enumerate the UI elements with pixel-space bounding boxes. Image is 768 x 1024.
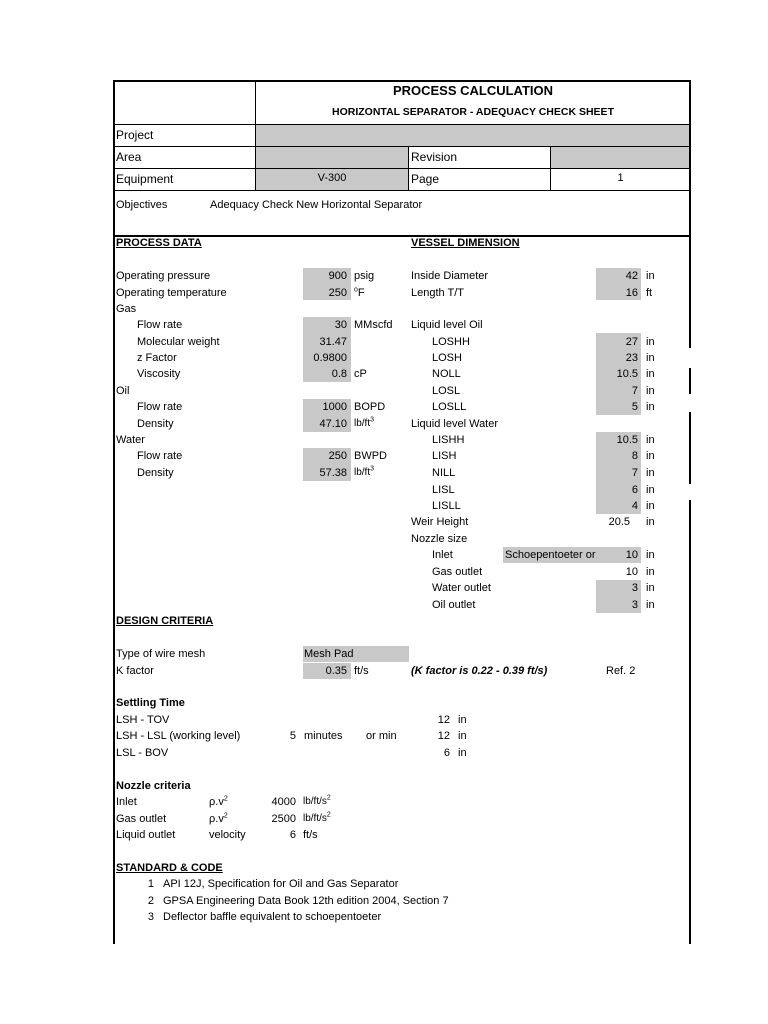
- border-right-mid2: [689, 412, 691, 484]
- level-unit: in: [646, 500, 655, 512]
- lsh-lsl-label: LSH - LSL (working level): [116, 730, 241, 742]
- gas-flow-unit: MMscfd: [354, 319, 393, 331]
- border-top: [113, 80, 690, 82]
- lsh-tov-label: LSH - TOV: [116, 714, 170, 726]
- design-criteria-heading: DESIGN CRITERIA: [116, 615, 214, 627]
- noz-liquid-param: velocity: [209, 829, 246, 841]
- op-temp-value[interactable]: 250: [328, 287, 347, 299]
- water-density-value[interactable]: 57.38: [319, 467, 347, 479]
- mesh-label: Type of wire mesh: [116, 648, 206, 660]
- noz-gas-unit: $lb/ft/s^2$: [303, 811, 331, 824]
- nozzle-size-label: Nozzle size: [411, 533, 468, 545]
- standard-num: 2: [147, 895, 154, 907]
- noz-liquid-unit: ft/s: [303, 829, 318, 841]
- row-line-4: [113, 190, 690, 191]
- level-value[interactable]: 10.5: [616, 434, 638, 446]
- oil-flow-unit: BOPD: [354, 401, 386, 413]
- settling-heading: Settling Time: [116, 697, 185, 709]
- lsh-lsl-value: 12: [437, 730, 450, 742]
- noz-gas-label: Gas outlet: [116, 813, 167, 825]
- level-value[interactable]: 7: [631, 385, 638, 397]
- gas-outlet-value[interactable]: 10: [625, 566, 638, 578]
- lsh-tov-unit: in: [458, 714, 467, 726]
- oil-outlet-label: Oil outlet: [432, 599, 476, 611]
- k-factor-unit: ft/s: [354, 665, 369, 677]
- water-density-label: Density: [137, 467, 174, 479]
- doc-subtitle: HORIZONTAL SEPARATOR - ADEQUACY CHECK SHEET: [332, 106, 614, 118]
- level-label: LISL: [432, 484, 455, 496]
- level-value[interactable]: 6: [631, 484, 638, 496]
- level-label: LOSH: [432, 352, 462, 364]
- revision-label: Revision: [411, 150, 458, 164]
- water-flow-unit: BWPD: [354, 450, 387, 462]
- length-unit: ft: [646, 287, 653, 299]
- objectives-value: Adequacy Check New Horizontal Separator: [210, 199, 423, 211]
- length-label: Length T/T: [411, 287, 464, 299]
- lsl-bov-label: LSL - BOV: [116, 747, 169, 759]
- noz-inlet-unit: $lb/ft/s^2$: [303, 794, 331, 807]
- weir-unit: in: [646, 516, 655, 528]
- page-label: Page: [411, 172, 440, 186]
- length-value[interactable]: 16: [625, 287, 638, 299]
- lsh-lsl-or: or min: [366, 730, 397, 742]
- level-value[interactable]: 27: [625, 336, 638, 348]
- op-pressure-unit: psig: [354, 270, 375, 282]
- noz-inlet-label: Inlet: [116, 796, 137, 808]
- level-label: NILL: [432, 467, 456, 479]
- op-pressure-label: Operating pressure: [116, 270, 211, 282]
- inlet-label: Inlet: [432, 549, 453, 561]
- doc-title: PROCESS CALCULATION: [392, 83, 554, 98]
- gas-mw-value[interactable]: 31.47: [319, 336, 347, 348]
- weir-value: 20.5: [608, 516, 630, 528]
- lsh-lsl-unit: in: [458, 730, 467, 742]
- nozzle-criteria-heading: Nozzle criteria: [116, 780, 191, 792]
- water-flow-label: Flow rate: [137, 450, 183, 462]
- level-label: NOLL: [432, 368, 461, 380]
- water-label: Water: [116, 434, 145, 446]
- level-value[interactable]: 10.5: [616, 368, 638, 380]
- op-temp-label: Operating temperature: [116, 287, 227, 299]
- gas-z-label: z Factor: [137, 352, 177, 364]
- k-factor-label: K factor: [116, 665, 154, 677]
- k-factor-ref: Ref. 2: [606, 665, 636, 677]
- inside-diameter-value[interactable]: 42: [625, 270, 638, 282]
- level-unit: in: [646, 401, 655, 413]
- area-value-cell[interactable]: [256, 147, 408, 168]
- inside-diameter-label: Inside Diameter: [411, 270, 489, 282]
- level-unit: in: [646, 467, 655, 479]
- oil-outlet-unit: in: [646, 599, 655, 611]
- page-value: 1: [617, 172, 624, 184]
- level-label: LOSHH: [432, 336, 470, 348]
- gas-flow-label: Flow rate: [137, 319, 183, 331]
- oil-outlet-value[interactable]: 3: [631, 599, 638, 611]
- border-right-lower: [689, 500, 691, 944]
- noz-gas-value: 2500: [271, 813, 296, 825]
- gas-outlet-label: Gas outlet: [432, 566, 483, 578]
- inlet-value[interactable]: 10: [625, 549, 638, 561]
- inlet-unit: in: [646, 549, 655, 561]
- row-line-1: [113, 124, 690, 125]
- water-outlet-label: Water outlet: [432, 582, 491, 594]
- gas-viscosity-label: Viscosity: [137, 368, 181, 380]
- level-unit: in: [646, 368, 655, 380]
- op-pressure-value[interactable]: 900: [328, 270, 347, 282]
- level-unit: in: [646, 434, 655, 446]
- row-line-2: [113, 146, 690, 147]
- lsl-bov-unit: in: [458, 747, 467, 759]
- oil-flow-label: Flow rate: [137, 401, 183, 413]
- equipment-label: Equipment: [116, 172, 174, 186]
- level-value[interactable]: 5: [631, 401, 638, 413]
- gas-outlet-unit: in: [646, 566, 655, 578]
- lsh-tov-value: 12: [437, 714, 450, 726]
- standard-text: GPSA Engineering Data Book 12th edition 2004, Section 7: [163, 895, 449, 907]
- inside-diameter-unit: in: [646, 270, 655, 282]
- lsh-lsl-minutes: 5: [289, 730, 296, 742]
- level-label: LISLL: [432, 500, 461, 512]
- level-value[interactable]: 23: [625, 352, 638, 364]
- noz-liquid-label: Liquid outlet: [116, 829, 176, 841]
- vessel-heading: VESSEL DIMENSION: [411, 237, 520, 249]
- op-temp-unit: $^o$F: [354, 286, 365, 299]
- gas-z-value[interactable]: 0.9800: [313, 352, 347, 364]
- standard-num: 1: [147, 878, 154, 890]
- standards-heading: STANDARD & CODE: [116, 862, 223, 874]
- gas-mw-label: Molecular weight: [137, 336, 220, 348]
- water-level-label: Liquid level Water: [411, 418, 499, 430]
- oil-level-label: Liquid level Oil: [411, 319, 483, 331]
- k-factor-value[interactable]: 0.35: [325, 665, 347, 677]
- col-line-revision: [408, 146, 409, 191]
- revision-value-cell[interactable]: [551, 147, 690, 168]
- gas-viscosity-value[interactable]: 0.8: [331, 368, 347, 380]
- weir-label: Weir Height: [411, 516, 469, 528]
- level-unit: in: [646, 385, 655, 397]
- oil-density-label: Density: [137, 418, 174, 430]
- border-left: [113, 80, 115, 944]
- area-label: Area: [116, 150, 142, 164]
- row-line-3: [113, 168, 690, 169]
- oil-label: Oil: [116, 385, 130, 397]
- level-value[interactable]: 8: [631, 450, 638, 462]
- process-data-heading: PROCESS DATA: [116, 237, 202, 249]
- standard-text: Deflector baffle equivalent to schoepentoeter: [163, 911, 382, 923]
- water-density-unit: $lb/ft^3$: [354, 465, 375, 478]
- level-label: LISHH: [432, 434, 465, 446]
- noz-gas-param: $\rho.v^2$: [209, 812, 228, 825]
- level-unit: in: [646, 352, 655, 364]
- noz-liquid-value: 6: [289, 829, 296, 841]
- level-label: LISH: [432, 450, 457, 462]
- oil-density-value[interactable]: 47.10: [319, 418, 347, 430]
- gas-label: Gas: [116, 303, 137, 315]
- water-outlet-unit: in: [646, 582, 655, 594]
- noz-inlet-param: $\rho.v^2$: [209, 795, 228, 808]
- equipment-value: V-300: [317, 172, 347, 184]
- border-right-mid: [689, 368, 691, 394]
- level-value[interactable]: 7: [631, 467, 638, 479]
- inlet-device: Schoepentoeter or: [505, 549, 596, 561]
- noz-inlet-value: 4000: [271, 796, 296, 808]
- level-unit: in: [646, 336, 655, 348]
- water-flow-value[interactable]: 250: [328, 450, 347, 462]
- level-label: LOSL: [432, 385, 461, 397]
- level-value[interactable]: 4: [631, 500, 638, 512]
- k-factor-note: (K factor is 0.22 - 0.39 ft/s): [411, 665, 548, 677]
- border-right-upper: [689, 80, 691, 348]
- project-label: Project: [116, 128, 154, 142]
- level-label: LOSLL: [432, 401, 467, 413]
- gas-flow-value[interactable]: 30: [334, 319, 347, 331]
- project-value-cell[interactable]: [256, 125, 690, 146]
- oil-density-unit: $lb/ft^3$: [354, 416, 375, 429]
- oil-flow-value[interactable]: 1000: [322, 401, 347, 413]
- gas-viscosity-unit: cP: [354, 368, 367, 380]
- lsl-bov-value: 6: [443, 747, 450, 759]
- level-unit: in: [646, 484, 655, 496]
- mesh-value[interactable]: Mesh Pad: [304, 648, 354, 660]
- lsh-lsl-minutes-unit: minutes: [304, 730, 343, 742]
- level-unit: in: [646, 450, 655, 462]
- objectives-label: Objectives: [116, 199, 168, 211]
- standard-num: 3: [147, 911, 154, 923]
- water-outlet-value[interactable]: 3: [631, 582, 638, 594]
- standard-text: API 12J, Specification for Oil and Gas Separator: [163, 878, 399, 890]
- col-line-revision-value: [550, 146, 551, 191]
